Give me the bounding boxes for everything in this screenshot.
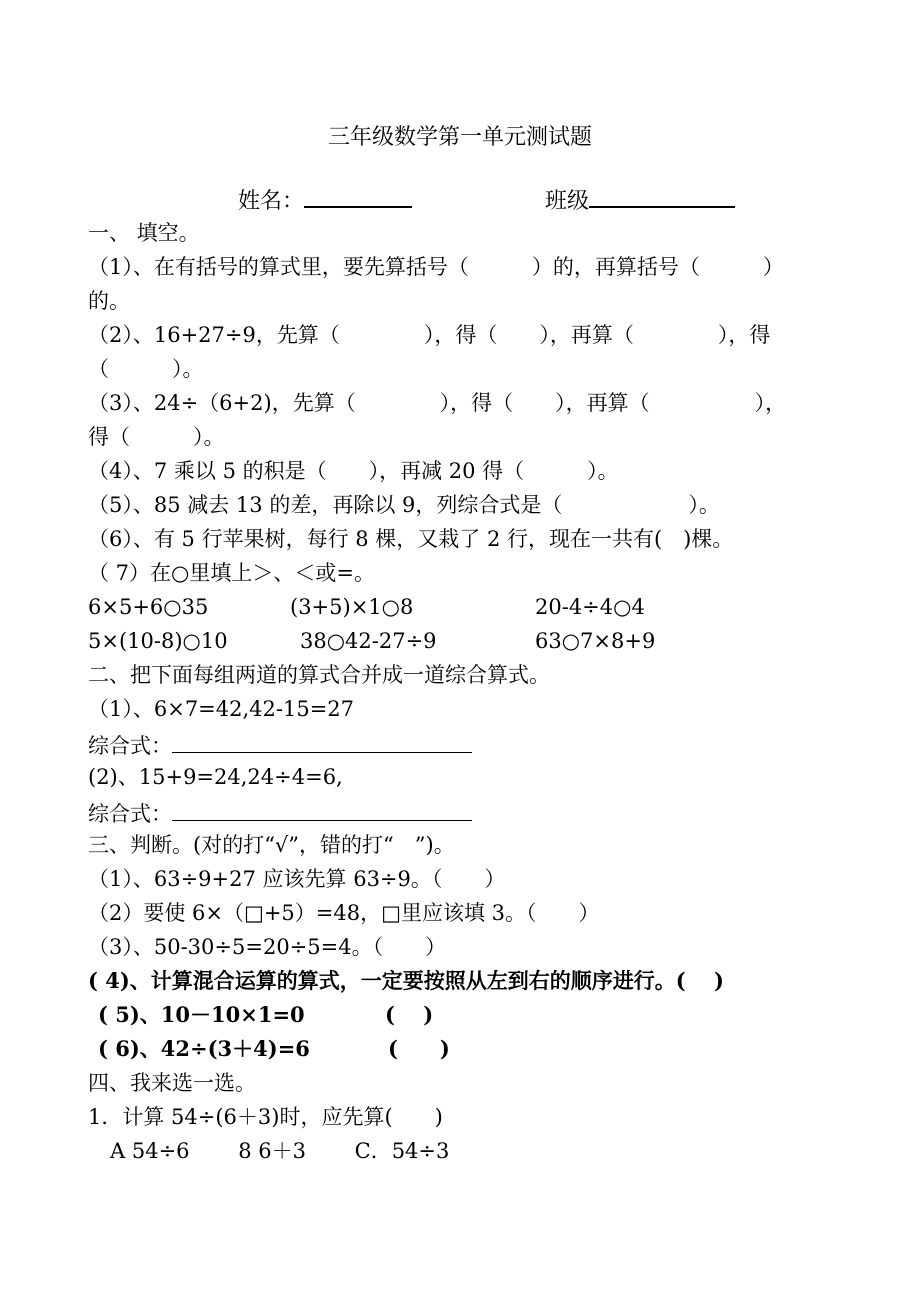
s2-answer-1: 综合式： [88,730,472,759]
compare-row-1-col-2: (3+5)×1○8 [290,595,414,619]
compare-row-1-col-1: 6×5+6○35 [88,595,209,619]
s1-q6: （6）、有 5 行苹果树，每行 8 棵，又栽了 2 行，现在一共有( )棵。 [88,527,734,551]
name-blank[interactable] [304,184,412,208]
compare-row-2-col-1: 5×(10-8)○10 [88,629,228,653]
s3-q6-paren: ( ) [388,1036,450,1061]
s3-q5: ( 5)、10－10×1=0 [98,1002,305,1027]
section-2-heading: 二、把下面每组两道的算式合并成一道综合算式。 [88,663,550,687]
s3-q6: ( 6)、42÷(3＋4)=6 [98,1036,310,1061]
compare-row-2-col-2: 38○42-27÷9 [300,629,437,653]
section-3-heading: 三、判断。(对的打“√”，错的打“ ”)。 [88,833,455,857]
s2-answer-1-blank[interactable] [172,730,472,753]
s3-q1: （1）、63÷9+27 应该先算 63÷9。（ ） [88,867,506,891]
s3-q4: ( 4)、计算混合运算的算式，一定要按照从左到右的顺序进行。( ) [88,968,724,993]
test-title: 三年级数学第一单元测试题 [327,125,592,150]
s3-q2: （2）要使 6×（□+5）=48，□里应该填 3。（ ） [88,901,600,925]
s1-q4: （4）、7 乘以 5 的积是（ ），再减 20 得（ ）。 [88,459,619,483]
class-blank[interactable] [589,184,735,208]
compare-row-2-col-3: 63○7×8+9 [535,629,656,653]
section-1-heading: 一、 填空。 [88,221,200,245]
s4-q1: 1．计算 54÷(6＋3)时，应先算( ) [88,1105,443,1129]
s1-q2-line-b: （ ）。 [88,357,204,381]
s2-q2: (2)、15+9=24,24÷4=6, [88,765,343,789]
s2-q1: （1）、6×7=42,42-15=27 [88,697,355,721]
s3-q5-paren: ( ) [385,1002,434,1027]
s1-q5: （5）、85 减去 13 的差，再除以 9，列综合式是（ ）。 [88,493,720,517]
s4-q1-options: A 54÷6 8 6＋3 C．54÷3 [110,1139,450,1163]
s3-q3: （3）、50-30÷5=20÷5=4。（ ） [88,935,447,959]
s2-answer-2-blank[interactable] [172,798,472,821]
s1-q2-line-a: （2）、16+27÷9，先算（ ），得（ ），再算（ ），得 [88,323,771,347]
class-label: 班级 [545,184,735,215]
s1-q1-line-b: 的。 [88,289,130,313]
s1-q3-line-a: （3）、24÷（6+2)，先算（ ），得（ ），再算（ ）， [88,391,787,415]
name-label: 姓名： [238,184,412,215]
s1-q1-line-a: （1）、在有括号的算式里，要先算括号（ ）的，再算括号（ ） [88,255,784,279]
s2-answer-2: 综合式： [88,798,472,827]
section-4-heading: 四、我来选一选。 [88,1071,256,1095]
s1-q7: （ 7）在○里填上＞、＜或=。 [88,561,375,585]
s1-q3-line-b: 得（ ）。 [88,425,225,449]
compare-row-1-col-3: 20-4÷4○4 [535,595,645,619]
